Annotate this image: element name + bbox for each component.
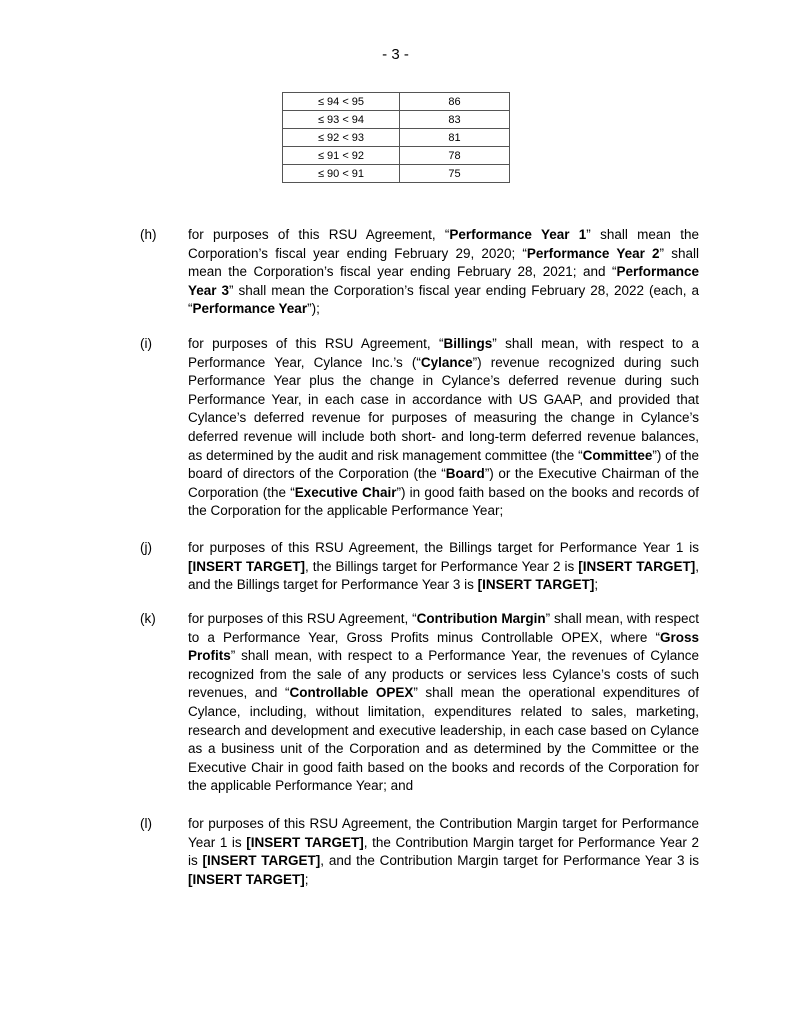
paragraph-body: [188, 539, 699, 595]
text-run: ” shall mean, with respect to a Performance Year, Gross Profits minus Controllable OPEX, where “: [188, 611, 700, 645]
paragraph-body: [188, 335, 699, 521]
defined-term: [INSERT TARGET]: [188, 871, 305, 887]
text-run: ” shall mean the Corporation’s fiscal year ending February 29, 2020; “: [188, 227, 699, 261]
defined-term: [INSERT TARGET]: [578, 558, 696, 574]
defined-term: Committee: [582, 447, 653, 463]
text-run: , the Contribution Margin target for Performance Year 2 is: [188, 834, 699, 869]
text-run: ” shall mean the Corporation’s fiscal year ending February 28, 2022 (each, a “: [188, 282, 699, 317]
defined-term: Performance Year 3: [188, 264, 699, 298]
paragraph-label: (k): [140, 611, 156, 626]
paragraph-label: (i): [140, 336, 152, 351]
text-run: ”) revenue recognized during such Performance Year plus the change in Cylance’s deferred revenue during such Performance Year, in each case in accordance with US GAAP, and provided that Cylance’s deferred revenue for purposes of measuring the change in Cylance’s deferred revenue will include both short- and long-term deferred revenue balances, as determined by the audit and risk management committee (the “: [188, 354, 699, 463]
text-run: , the Billings target for Performance Year 2 is: [305, 558, 579, 574]
text-run: , and the Contribution Margin target for Performance Year 3 is: [320, 853, 699, 869]
text-run: ” shall mean the Corporation’s fiscal year ending February 28, 2021; and “: [188, 245, 699, 280]
paragraph-body: [188, 815, 699, 889]
text-run: for purposes of this RSU Agreement, “: [188, 227, 450, 242]
text-run: ”) of the board of directors of the Corporation (the “: [188, 447, 699, 482]
text-run: for purposes of this RSU Agreement, “: [188, 611, 417, 626]
paragraph-label: (j): [140, 540, 152, 555]
defined-term: Performance Year: [192, 301, 308, 317]
score-range-cell: ≤ 93 < 94: [283, 111, 400, 129]
score-value-cell: 83: [400, 111, 510, 129]
defined-term: Board: [445, 466, 485, 482]
defined-term: Cylance: [420, 354, 473, 370]
text-run: ” shall mean, with respect to a Performance Year, Cylance Inc.’s (“: [188, 336, 699, 370]
text-run: ;: [594, 577, 599, 593]
score-range-cell: ≤ 90 < 91: [283, 165, 400, 183]
defined-term: [INSERT TARGET]: [202, 853, 321, 869]
defined-term: Gross Profits: [188, 629, 699, 664]
table-row: [283, 111, 510, 129]
score-range-cell: ≤ 91 < 92: [283, 147, 400, 165]
paragraph-label: (l): [140, 816, 152, 831]
text-run: ”) or the Executive Chairman of the Corporation (the “: [188, 466, 700, 500]
defined-term: Performance Year 2: [526, 245, 660, 261]
defined-term: Billings: [443, 336, 493, 351]
table-row: [283, 147, 510, 165]
text-run: ” shall mean, with respect to a Performance Year, the revenues of Cylance recognized from the sale of any products or services less Cylance’s costs of such revenues, and “: [188, 648, 699, 701]
defined-term: [INSERT TARGET]: [188, 558, 305, 574]
score-range-cell: ≤ 94 < 95: [283, 93, 400, 111]
defined-term: Executive Chair: [294, 484, 397, 500]
defined-term: [INSERT TARGET]: [477, 577, 595, 593]
score-value-cell: 78: [400, 147, 510, 165]
paragraph-label: (h): [140, 227, 157, 242]
text-run: for purposes of this RSU Agreement, the Contribution Margin target for Performance Year 1 is: [188, 816, 699, 850]
page-number: - 3 -: [382, 46, 409, 63]
paragraph-body: [188, 610, 699, 796]
table-row: [283, 93, 510, 111]
text-run: for purposes of this RSU Agreement, the Billings target for Performance Year 1 is: [188, 540, 699, 555]
text-run: ;: [304, 871, 309, 887]
defined-term: Controllable OPEX: [289, 685, 414, 701]
defined-term: Performance Year 1: [449, 227, 587, 242]
text-run: , and the Billings target for Performance Year 3 is: [188, 558, 699, 593]
score-table: [282, 92, 510, 183]
score-value-cell: 75: [400, 165, 510, 183]
paragraph-body: [188, 226, 699, 319]
text-run: ”);: [307, 301, 320, 317]
table-row: [283, 129, 510, 147]
score-value-cell: 86: [400, 93, 510, 111]
defined-term: [INSERT TARGET]: [246, 834, 364, 850]
text-run: ” shall mean the operational expenditures of Cylance, including, without limitation, expenditures related to sales, marketing, research and development and executive leadership, in each case based on Cylance as a business unit of the Corporation and as determined by the Committee or the Executive Chair in good faith based on the books and records of the Corporation for the applicable Performance Year; and: [188, 685, 699, 794]
score-value-cell: 81: [400, 129, 510, 147]
table-row: [283, 165, 510, 183]
text-run: for purposes of this RSU Agreement, “: [188, 336, 444, 351]
text-run: ”) in good faith based on the books and records of the Corporation for the applicable Performance Year;: [188, 484, 699, 519]
defined-term: Contribution Margin: [416, 611, 546, 626]
score-range-cell: ≤ 92 < 93: [283, 129, 400, 147]
